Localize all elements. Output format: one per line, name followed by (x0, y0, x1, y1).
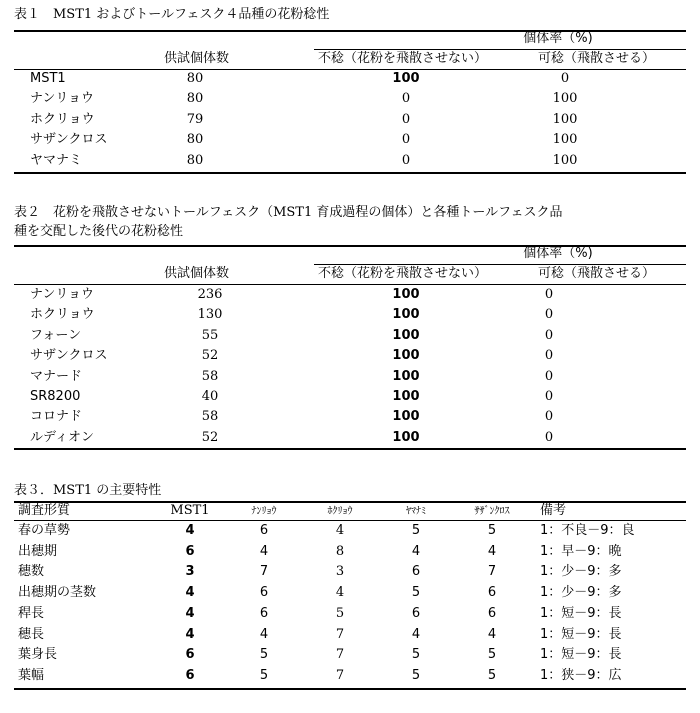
table2-row-count: 52 (201, 429, 219, 445)
table1-row-name: ホクリョウ (30, 111, 95, 127)
table3-row-yamanami: 5 (411, 667, 421, 683)
table3-row-trait: 春の草勢 (18, 523, 71, 538)
table2-row-fertile: 0 (544, 327, 554, 343)
table3-row-southern: 6 (487, 585, 497, 601)
table2-row-fertile: 0 (544, 389, 554, 404)
table3-row-note: 1：短－9：長 (540, 626, 622, 642)
table2-row-sterile: 100 (392, 327, 420, 343)
table3-row-southern: 4 (487, 543, 497, 559)
table2-row-count: 130 (197, 307, 223, 323)
table1-header-rule (14, 69, 686, 70)
table1-row-sterile: 0 (401, 152, 411, 168)
table3-header-hokuryo: ﾎｸﾘｮｳ (327, 506, 353, 517)
table1-row-sterile: 100 (392, 71, 420, 86)
table2-row-count: 52 (201, 348, 219, 364)
table2-row-fertile: 0 (544, 307, 554, 323)
table3-header-rule (14, 520, 686, 521)
table3-row-note: 1：少－9：多 (540, 585, 622, 601)
table3-row-trait: 稈長 (18, 605, 45, 621)
table2-col-fertile: 可稔（飛散させる） (538, 266, 656, 281)
table2-row-fertile: 0 (544, 368, 554, 384)
table2-row-count: 58 (201, 409, 219, 425)
table1-row-sterile: 0 (401, 91, 411, 107)
table3 (14, 482, 686, 702)
table1-col-sterile: 不稔（花粉を飛散させない） (318, 51, 488, 66)
table3-row-nanryo: 5 (259, 667, 269, 683)
table2 (14, 204, 686, 454)
table3-row-nanryo: 6 (259, 605, 269, 621)
table3-row-mst1: 4 (185, 605, 195, 621)
table3-row-hokuryo: 7 (335, 647, 345, 663)
table1-row-count: 80 (186, 71, 204, 86)
table3-row-southern: 5 (487, 667, 497, 683)
table3-row-trait: 出穂期の茎数 (18, 585, 97, 601)
table1-row-count: 80 (186, 91, 204, 107)
table3-row-trait: 出穂期 (18, 543, 58, 559)
table3-row-note: 1：少－9：多 (540, 564, 622, 580)
table2-row-fertile: 0 (544, 287, 554, 302)
table3-row-yamanami: 5 (411, 523, 421, 538)
table3-row-southern: 4 (487, 626, 497, 642)
table3-row-mst1: 4 (185, 626, 195, 642)
table3-row-southern: 6 (487, 605, 497, 621)
table3-row-note: 1：短－9：長 (540, 647, 622, 663)
table3-row-yamanami: 4 (411, 626, 421, 642)
table3-row-note: 1：早－9：晩 (540, 543, 622, 559)
table2-row-sterile: 100 (392, 368, 420, 384)
table2-group-header: 個体率（%) (523, 246, 593, 261)
table2-header-rule (14, 284, 686, 285)
table3-header-nanryo: ﾅﾝﾘｮｳ (251, 506, 277, 517)
table2-caption-line1: 表２ 花粉を飛散させないトールフェスク（MST1 育成過程の個体）と各種トールフェスク品 (14, 205, 563, 220)
table2-row-count: 55 (201, 327, 219, 343)
table1-row-name: MST1 (30, 71, 66, 86)
table1-row-sterile: 0 (401, 111, 411, 127)
table3-row-yamanami: 5 (411, 585, 421, 601)
table3-row-yamanami: 4 (411, 543, 421, 559)
table2-row-name: マナード (30, 368, 83, 384)
table3-row-hokuryo: 7 (335, 626, 345, 642)
table3-row-mst1: 4 (185, 523, 195, 538)
table1-col-fertile: 可稔（飛散させる） (538, 51, 656, 66)
table1-group-header: 個体率（%) (523, 31, 593, 46)
table3-row-hokuryo: 4 (335, 585, 345, 601)
table3-row-trait: 穂数 (18, 564, 45, 580)
table2-row-name: ホクリョウ (30, 307, 95, 323)
table3-row-note: 1：短－9：長 (540, 605, 622, 621)
table3-row-mst1: 6 (185, 543, 195, 559)
table3-row-hokuryo: 4 (335, 523, 345, 538)
table3-row-southern: 5 (487, 647, 497, 663)
table2-row-sterile: 100 (392, 409, 420, 425)
table1-row-fertile: 100 (552, 132, 578, 148)
table1-row-name: ナンリョウ (30, 91, 94, 107)
table3-row-mst1: 6 (185, 647, 195, 663)
table3-row-nanryo: 4 (259, 626, 269, 642)
table3-bottom-rule (14, 688, 686, 690)
table1-row-fertile: 100 (552, 152, 578, 168)
table2-row-name: ナンリョウ (30, 287, 94, 302)
table3-header-note: 備考 (540, 503, 567, 518)
table2-row-name: SR8200 (30, 389, 81, 404)
table1-row-name: ヤマナミ (30, 152, 83, 168)
table3-caption: 表３．MST1 の主要特性 (14, 483, 162, 498)
table3-row-hokuryo: 7 (335, 667, 345, 683)
table1 (14, 6, 686, 176)
table1-caption: 表１ MST1 およびトールフェスク４品種の花粉稔性 (14, 7, 330, 22)
table3-header-mst1: MST1 (170, 503, 210, 518)
table3-row-trait: 穂長 (18, 626, 45, 642)
table3-row-nanryo: 4 (259, 543, 269, 559)
table3-header-yamanami: ﾔﾏﾅﾐ (406, 506, 426, 517)
table2-row-count: 236 (197, 287, 223, 302)
table3-row-note: 1：不良－9：良 (540, 523, 635, 538)
table2-row-fertile: 0 (544, 429, 554, 445)
table3-row-southern: 7 (487, 564, 497, 580)
table3-row-trait: 葉幅 (18, 667, 45, 683)
table1-row-count: 80 (186, 152, 204, 168)
table3-row-nanryo: 7 (259, 564, 269, 580)
table2-bottom-rule (14, 448, 686, 450)
table1-col-count: 供試個体数 (164, 51, 230, 66)
table2-row-name: コロナド (30, 409, 83, 425)
table2-row-sterile: 100 (392, 429, 420, 445)
table1-row-fertile: 100 (552, 111, 578, 127)
table3-row-trait: 葉身長 (18, 647, 58, 663)
table2-row-sterile: 100 (392, 307, 420, 323)
table1-row-name: サザンクロス (30, 132, 108, 148)
table1-bottom-rule (14, 172, 686, 174)
table3-row-hokuryo: 3 (335, 564, 345, 580)
table2-row-name: サザンクロス (30, 348, 108, 364)
table1-row-fertile: 0 (560, 71, 570, 86)
table2-col-count: 供試個体数 (164, 266, 230, 281)
table1-row-count: 80 (186, 132, 204, 148)
table3-row-hokuryo: 8 (335, 543, 345, 559)
table3-row-nanryo: 6 (259, 523, 269, 538)
table3-row-mst1: 4 (185, 585, 195, 601)
table3-row-yamanami: 6 (411, 564, 421, 580)
table3-row-yamanami: 5 (411, 647, 421, 663)
table2-row-sterile: 100 (392, 287, 420, 302)
table2-row-sterile: 100 (392, 389, 420, 404)
table1-row-sterile: 0 (401, 132, 411, 148)
table3-row-mst1: 3 (185, 564, 195, 580)
table1-row-fertile: 100 (552, 91, 578, 107)
table2-row-name: フォーン (30, 327, 82, 343)
table3-row-note: 1：狭－9：広 (540, 667, 622, 683)
table2-row-sterile: 100 (392, 348, 420, 364)
table2-row-count: 58 (201, 368, 219, 384)
table2-row-count: 40 (201, 389, 219, 404)
table1-row-count: 79 (186, 111, 204, 127)
table2-row-name: ルディオン (30, 429, 94, 445)
table3-row-nanryo: 5 (259, 647, 269, 663)
table3-row-mst1: 6 (185, 667, 195, 683)
table3-row-southern: 5 (487, 523, 497, 538)
table3-header-southern: ｻｻﾞﾝｸﾛｽ (474, 506, 510, 517)
table3-row-hokuryo: 5 (335, 605, 345, 621)
table3-row-nanryo: 6 (259, 585, 269, 601)
table2-row-fertile: 0 (544, 348, 554, 364)
table2-caption-line2: 種を交配した後代の花粉稔性 (14, 224, 184, 239)
table3-row-yamanami: 6 (411, 605, 421, 621)
table2-col-sterile: 不稔（花粉を飛散させない） (318, 266, 488, 281)
table2-row-fertile: 0 (544, 409, 554, 425)
table3-header-trait: 調査形質 (18, 503, 71, 518)
